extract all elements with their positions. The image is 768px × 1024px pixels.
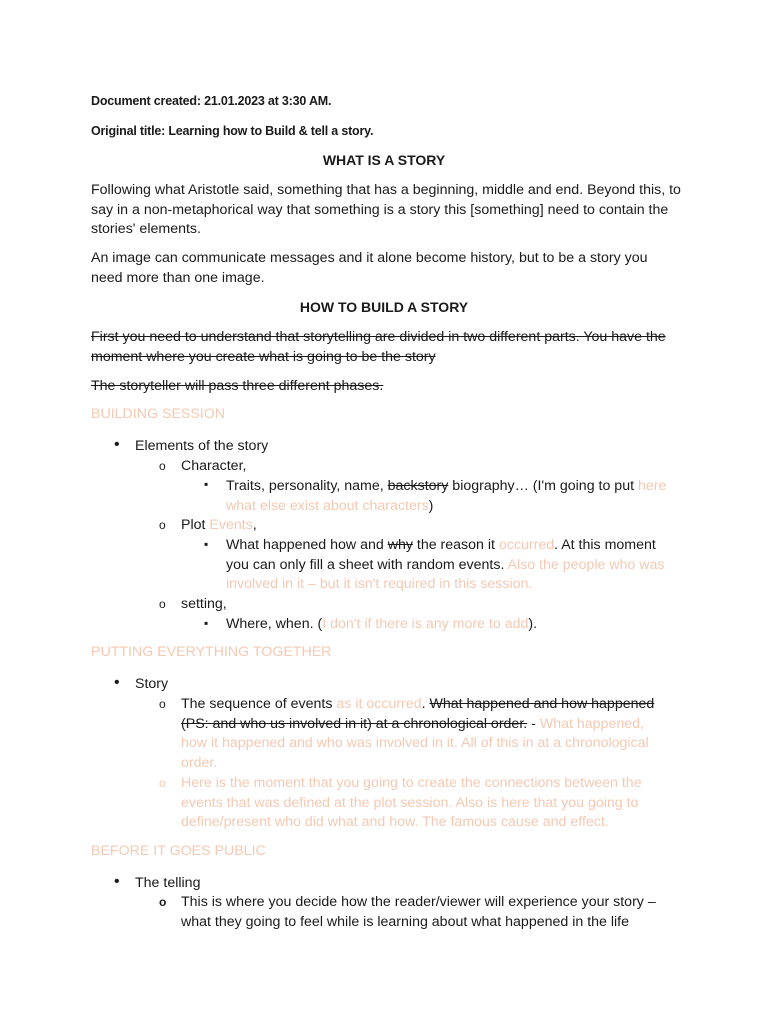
- happened-light-text: occurred: [498, 537, 555, 553]
- traits-text-3: ): [428, 497, 434, 514]
- section-building-session: BUILDING SESSION: [91, 406, 226, 422]
- original-title: Original title: Learning how to Build & tell a story.: [91, 124, 374, 138]
- list-item-elements: Elements of the story: [135, 438, 269, 454]
- connections-light-text-2: Also is here that you going to define/present who did what and how. The famous cause and effect.: [181, 794, 639, 830]
- bullet-dot-icon: •: [114, 674, 120, 691]
- list-item-plot: [181, 516, 257, 536]
- happened-light-text-2: Also the people who was involved in it – but it isn't required in this session.: [226, 556, 665, 592]
- bullet-circle-icon: o: [159, 895, 167, 909]
- bullet-circle-icon: o: [159, 597, 166, 611]
- sequence-text: The sequence of events: [181, 696, 337, 712]
- bullet-circle-icon: o: [159, 776, 166, 790]
- sequence-light-text: as it occurred: [336, 696, 422, 712]
- bullet-dot-icon: •: [114, 436, 120, 453]
- list-item-character: Character,: [181, 458, 247, 474]
- bullet-circle-icon: o: [159, 697, 166, 711]
- bullet-circle-icon: o: [159, 459, 166, 473]
- list-item-sequence: [181, 695, 673, 773]
- list-item-story: Story: [135, 676, 169, 692]
- paragraph-aristotle: Following what Aristotle said, something that has a beginning, middle and end. Beyond this, to say in a non-metaphorical way that something is a story this [something] need to contain the stories' elements.: [91, 182, 681, 237]
- document-created: Document created: 21.01.2023 at 3:30 AM.: [91, 94, 332, 108]
- paragraph-image: An image can communicate messages and it alone become history, but to be a story you need more than one image.: [91, 250, 648, 286]
- list-item-setting: setting,: [181, 596, 227, 612]
- section-putting-together: PUTTING EVERYTHING TOGETHER: [91, 644, 332, 660]
- paragraph-struck-storytelling: First you need to understand that storytelling are divided in two different parts. You have the moment where you create what is going to be the story: [91, 329, 666, 365]
- heading-how-to-build: HOW TO BUILD A STORY: [299, 299, 469, 315]
- happened-text: What happened how and: [226, 537, 388, 553]
- happened-struck-text: why: [387, 537, 413, 553]
- paragraph-struck-phases: The storyteller will pass three different phases.: [91, 378, 384, 394]
- traits-text-2: biography… (I'm going to put: [448, 478, 638, 494]
- sequence-text-2: .: [421, 696, 430, 712]
- traits-struck-text: backstory: [387, 478, 449, 494]
- section-before-public: BEFORE IT GOES PUBLIC: [91, 843, 266, 859]
- sequence-light-text-2: What happened, how it happened and who was involved in it. All of this in at a chronological order.: [181, 715, 649, 771]
- where-text-2: ).: [528, 616, 538, 632]
- bullet-dot-icon: •: [114, 873, 120, 890]
- where-light-text: I don't if there is any more to add: [322, 616, 529, 632]
- connections-light-text: Here is the moment that you going to create the connections between the events that was defined at the plot session.: [181, 775, 642, 811]
- plot-comma: ,: [252, 517, 257, 533]
- happened-text-3: . At this moment you can only fill a sheet with random events.: [226, 537, 656, 573]
- traits-text: Traits, personality, name,: [226, 478, 388, 494]
- list-item-what-happened: [226, 536, 676, 595]
- bullet-square-icon: ▪: [204, 537, 209, 551]
- plot-text: Plot: [181, 517, 210, 533]
- sequence-text-3: -: [527, 715, 540, 732]
- list-item-telling: The telling: [135, 875, 201, 891]
- bullet-square-icon: ▪: [204, 477, 209, 491]
- bullet-circle-icon: o: [159, 518, 166, 532]
- list-item-where-when: [226, 615, 676, 635]
- list-item-connections: [181, 774, 673, 833]
- bullet-square-icon: ▪: [204, 616, 209, 630]
- list-item-traits: [226, 477, 676, 516]
- traits-light-text: here what else exist about characters: [226, 478, 667, 514]
- plot-light-text: Events: [209, 517, 253, 533]
- heading-what-is-a-story: WHAT IS A STORY: [322, 152, 446, 168]
- list-item-decide: This is where you decide how the reader/viewer will experience your story – what they going to feel while is learning about what happened in the life: [181, 894, 656, 930]
- happened-text-2: the reason it: [412, 537, 499, 553]
- sequence-struck-text: What happened and how happened (PS: and who us involved in it) at a chronological order.: [181, 696, 655, 732]
- where-text: Where, when. (: [226, 616, 323, 632]
